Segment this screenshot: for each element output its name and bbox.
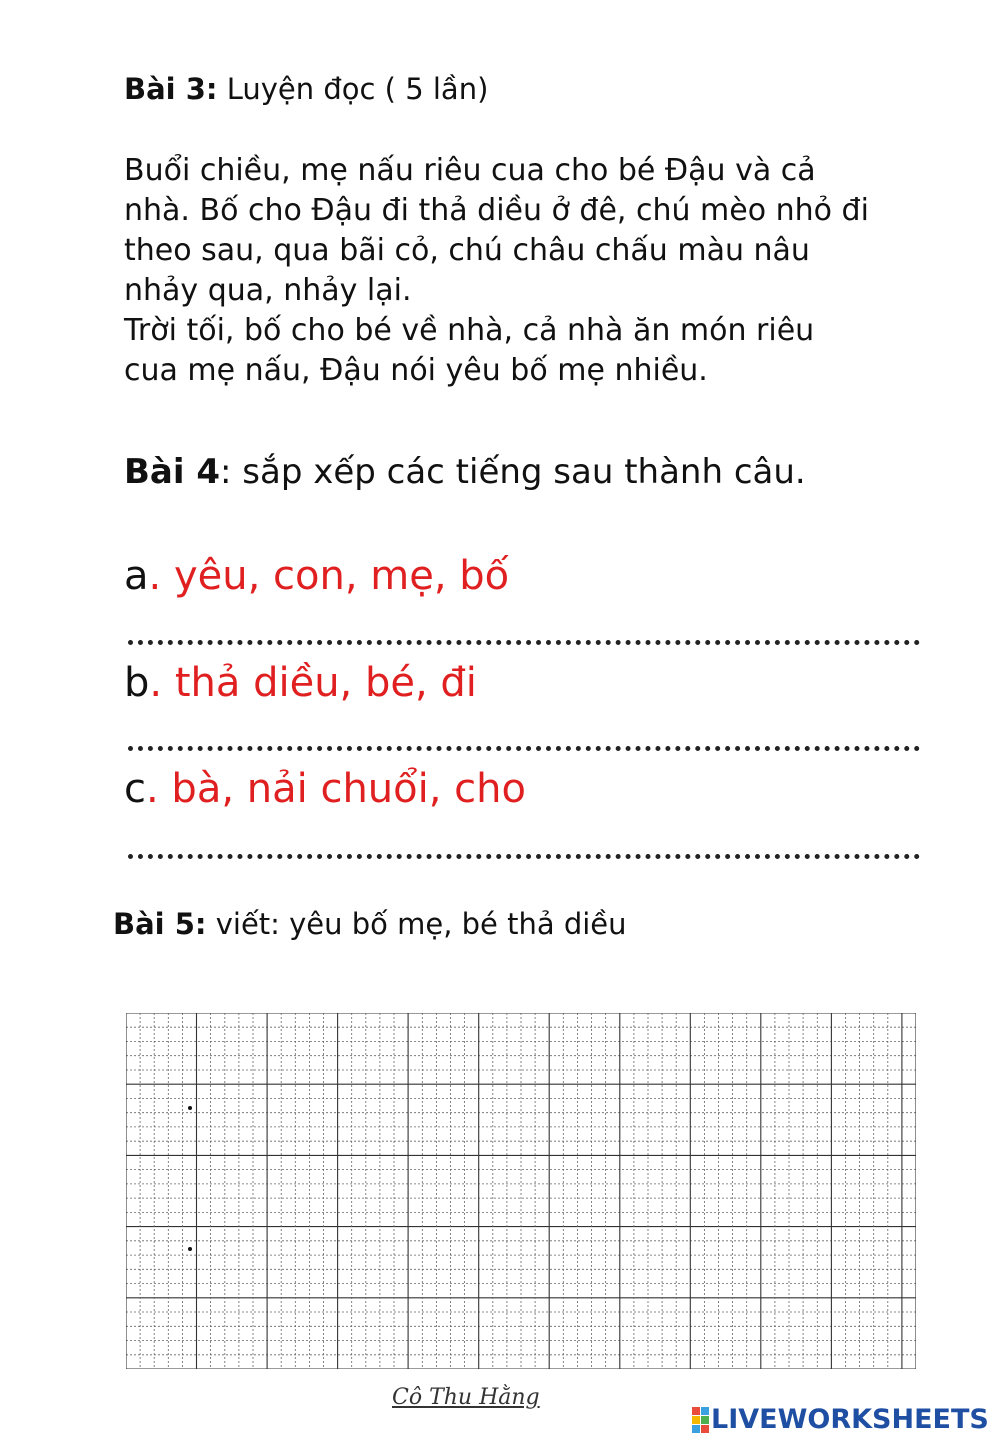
passage-line: Buổi chiều, mẹ nấu riêu cua cho bé Đậu và cả bbox=[124, 153, 816, 188]
bai3-label: Bài 3: bbox=[124, 72, 218, 106]
bai4-label: Bài 4 bbox=[124, 452, 221, 492]
passage-line: cua mẹ nấu, Đậu nói yêu bố mẹ nhiều. bbox=[124, 353, 708, 388]
passage-line: Trời tối, bố cho bé về nhà, cả nhà ăn món riêu bbox=[124, 313, 815, 348]
item-letter: a bbox=[124, 553, 149, 599]
bai5-instruction: viết: yêu bố mẹ, bé thả diều bbox=[206, 907, 627, 941]
bai5-title bbox=[113, 907, 627, 941]
item-letter: b bbox=[124, 660, 150, 706]
answer-line-b[interactable] bbox=[128, 746, 920, 751]
bai3-title bbox=[124, 72, 488, 106]
bai4-title bbox=[124, 452, 806, 492]
passage-line: theo sau, qua bãi cỏ, chú châu chấu màu nâu bbox=[124, 233, 810, 268]
teacher-signature: Cô Thu Hằng bbox=[392, 1385, 540, 1410]
item-words: . yêu, con, mẹ, bố bbox=[148, 553, 510, 599]
bai3-instruction: Luyện đọc ( 5 lần) bbox=[217, 72, 489, 106]
item-words: . bà, nải chuổi, cho bbox=[146, 766, 526, 812]
grid-lines bbox=[126, 1013, 916, 1369]
answer-line-c[interactable] bbox=[128, 854, 920, 859]
item-words: . thả diều, bé, đi bbox=[149, 660, 477, 706]
start-dot bbox=[188, 1247, 192, 1251]
brand-name: LIVEWORKSHEETS bbox=[711, 1404, 989, 1435]
liveworksheets-logo bbox=[692, 1404, 989, 1435]
handwriting-grid[interactable] bbox=[126, 1013, 916, 1373]
bai4-instruction: : sắp xếp các tiếng sau thành câu. bbox=[220, 452, 806, 492]
item-b bbox=[124, 660, 477, 706]
passage-line: nhà. Bố cho Đậu đi thả diều ở đê, chú mèo nhỏ đi bbox=[124, 193, 869, 228]
answer-line-a[interactable] bbox=[128, 640, 920, 645]
item-letter: c bbox=[124, 766, 146, 812]
item-c bbox=[124, 766, 526, 812]
start-dot bbox=[188, 1106, 192, 1110]
bai5-label: Bài 5: bbox=[113, 907, 207, 941]
reading-passage bbox=[124, 151, 974, 391]
item-a bbox=[124, 553, 509, 599]
passage-line: nhảy qua, nhảy lại. bbox=[124, 273, 412, 308]
liveworksheets-icon bbox=[692, 1407, 709, 1433]
